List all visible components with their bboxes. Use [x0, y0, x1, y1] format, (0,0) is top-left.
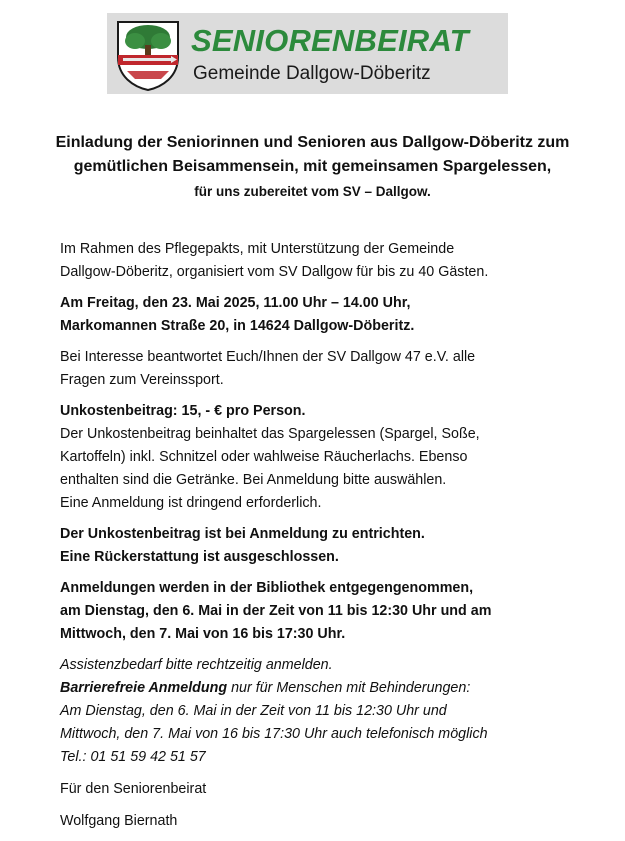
brand-title: SENIORENBEIRAT	[191, 23, 469, 58]
closing-line: Für den Seniorenbeirat	[60, 781, 207, 797]
accessibility-paragraph	[60, 654, 605, 769]
registration-paragraph	[60, 577, 605, 646]
text-line: Im Rahmen des Pflegepakts, mit Unterstützung der Gemeinde	[60, 241, 455, 257]
text-line: Kartoffeln) inkl. Schnitzel oder wahlweise Räucherlachs. Ebenso	[60, 449, 468, 465]
text-line: Fragen zum Vereinssport.	[60, 372, 224, 388]
heading-line: Einladung der Seniorinnen und Senioren aus Dallgow-Döberitz zum	[55, 134, 570, 151]
event-details	[60, 292, 605, 338]
heading-subline: für uns zubereitet vom SV – Dallgow.	[194, 184, 431, 199]
fee-title: Unkostenbeitrag: 15, - € pro Person.	[60, 403, 306, 419]
event-location: Markomannen Straße 20, in 14624 Dallgow-Döberitz.	[60, 318, 415, 334]
text-line: am Dienstag, den 6. Mai in der Zeit von 11 bis 12:30 Uhr und am	[60, 603, 492, 619]
text-line: Anmeldungen werden in der Bibliothek entgegengenommen,	[60, 580, 474, 596]
brand-subtitle: Gemeinde Dallgow-Döberitz	[193, 63, 431, 84]
text-line: nur für Menschen mit Behinderungen:	[227, 680, 471, 696]
fee-paragraph	[60, 400, 605, 515]
text-line: Am Dienstag, den 6. Mai in der Zeit von 11 bis 12:30 Uhr und	[60, 703, 447, 719]
phone-number: Tel.: 01 51 59 42 51 57	[60, 749, 206, 765]
text-line: Der Unkostenbeitrag beinhaltet das Spargelessen (Spargel, Soße,	[60, 426, 480, 442]
heading-line: gemütlichen Beisammensein, mit gemeinsamen Spargelessen,	[73, 158, 552, 175]
text-line: Eine Rückerstattung ist ausgeschlossen.	[60, 549, 339, 565]
text-line: Mittwoch, den 7. Mai von 16 bis 17:30 Uhr.	[60, 626, 346, 642]
intro-paragraph	[60, 238, 605, 284]
logo-banner	[107, 13, 508, 94]
text-line: Assistenzbedarf bitte rechtzeitig anmelden.	[60, 657, 333, 673]
text-line: Der Unkostenbeitrag ist bei Anmeldung zu entrichten.	[60, 526, 425, 542]
text-line: Mittwoch, den 7. Mai von 16 bis 17:30 Uhr auch telefonisch möglich	[60, 726, 488, 742]
invitation-heading	[20, 131, 605, 205]
coat-of-arms-icon	[115, 19, 181, 91]
signature: Wolfgang Biernath	[60, 813, 178, 829]
text-line: Bei Interesse beantwortet Euch/Ihnen der SV Dallgow 47 e.V. alle	[60, 349, 476, 365]
letter-body	[60, 238, 605, 833]
event-date: Am Freitag, den 23. Mai 2025, 11.00 Uhr – 14.00 Uhr,	[60, 295, 411, 311]
info-paragraph	[60, 346, 605, 392]
payment-notice	[60, 523, 605, 569]
barrier-free-label: Barrierefreie Anmeldung	[60, 680, 228, 696]
text-line: Dallgow-Döberitz, organisiert vom SV Dallgow für bis zu 40 Gästen.	[60, 264, 489, 280]
text-line: Eine Anmeldung ist dringend erforderlich.	[60, 495, 322, 511]
text-line: enthalten sind die Getränke. Bei Anmeldung bitte auswählen.	[60, 472, 447, 488]
